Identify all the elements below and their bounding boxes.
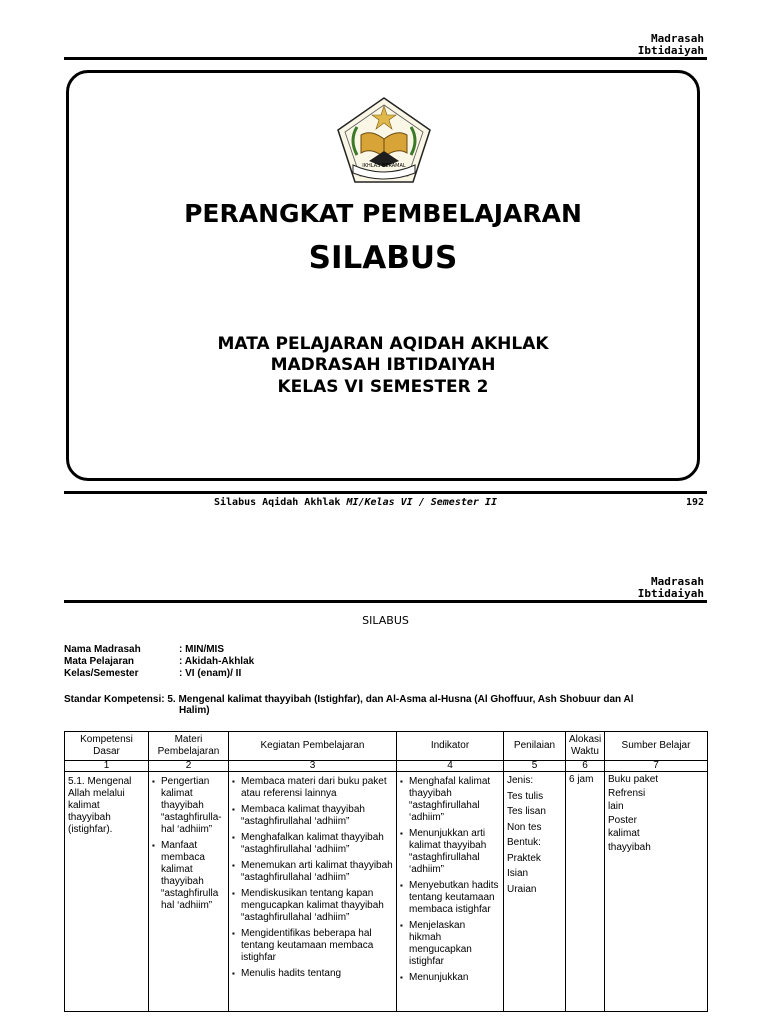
footer-italic: MI/Kelas VI / Semester II bbox=[346, 497, 497, 508]
cell-penilaian bbox=[504, 772, 566, 1012]
ministry-logo bbox=[335, 95, 433, 185]
col-header-penilaian: Penilaian bbox=[504, 732, 566, 761]
alokasi-text: 6 jam bbox=[569, 774, 594, 785]
info-value: : Akidah-Akhlak bbox=[179, 656, 255, 667]
header-line-2: Ibtidaiyah bbox=[637, 44, 704, 57]
silabus-table bbox=[64, 731, 708, 1012]
sumber-item: Buku paket bbox=[608, 774, 659, 785]
header-line-1: Madrasah bbox=[651, 32, 704, 45]
col-header-alokasi: Alokasi Waktu bbox=[566, 732, 605, 761]
page2-header-right bbox=[638, 576, 704, 600]
info-label: Nama Madrasah bbox=[64, 644, 141, 655]
cover-big-title: SILABUS bbox=[308, 240, 458, 276]
list-item: ▪ Menunjukkan arti kalimat thayyibah “astaghfirullahal ‘adhiim” bbox=[409, 828, 500, 876]
col-header-kd: Kompetensi Dasar bbox=[65, 732, 149, 761]
list-item: ▪ Menghafalkan kalimat thayyibah “astaghfirullahal ‘adhiim” bbox=[241, 832, 393, 856]
sumber-item: thayyibah bbox=[608, 841, 651, 853]
standar-line-2: Halim) bbox=[179, 705, 210, 716]
cell-indikator bbox=[397, 772, 504, 1012]
list-item: ▪ Manfaat membaca kalimat thayyibah “astaghfirulla hal ‘adhiim” bbox=[161, 840, 225, 912]
info-value: : MIN/MIS bbox=[179, 644, 224, 655]
page1-header-right bbox=[638, 33, 704, 57]
cover-subtitle-2: MADRASAH IBTIDAIYAH bbox=[270, 355, 496, 375]
col-header-indikator: Indikator bbox=[397, 732, 504, 761]
col-header-sumber: Sumber Belajar bbox=[605, 732, 708, 761]
sumber-item: Refrensi bbox=[608, 787, 646, 799]
col-number: 6 bbox=[566, 761, 605, 772]
col-number: 3 bbox=[229, 761, 397, 772]
list-item: ▪ Membaca kalimat thayyibah “astaghfirullahal ‘adhiim” bbox=[241, 804, 393, 828]
col-number: 5 bbox=[504, 761, 566, 772]
list-item: ▪ Menjelaskan hikmah mengucapkan istighfar bbox=[409, 920, 500, 968]
penilaian-item: Uraian bbox=[507, 883, 537, 895]
list-item: ▪ Menyebutkan hadits tentang keutamaan membaca istighfar bbox=[409, 880, 500, 916]
page2-top-rule bbox=[64, 600, 707, 603]
list-item: ▪ Menulis hadits tentang bbox=[241, 968, 393, 980]
header-line-2: Ibtidaiyah bbox=[637, 587, 704, 600]
cell-kegiatan bbox=[229, 772, 397, 1012]
info-value: : VI (enam)/ II bbox=[179, 668, 242, 679]
list-item: ▪ Membaca materi dari buku paket atau referensi lainnya bbox=[241, 776, 393, 800]
list-item: ▪ Mengidentifikas beberapa hal tentang keutamaan membaca istighfar bbox=[241, 928, 393, 964]
cover-subtitle-1: MATA PELAJARAN AQIDAH AKHLAK bbox=[217, 334, 549, 354]
col-number: 7 bbox=[605, 761, 708, 772]
col-number: 2 bbox=[149, 761, 229, 772]
penilaian-item: Tes tulis bbox=[507, 790, 544, 802]
page1-footer bbox=[214, 497, 497, 508]
sumber-item: Poster bbox=[608, 814, 637, 826]
penilaian-item: Praktek bbox=[507, 852, 541, 864]
page1-bottom-rule bbox=[64, 491, 707, 494]
footer-text: Silabus Aqidah Akhlak bbox=[214, 497, 347, 508]
page1-top-rule bbox=[64, 57, 707, 60]
list-item: ▪ Mendiskusikan tentang kapan mengucapkan kalimat thayyibah “astaghfirullahal ‘adhiim” bbox=[241, 888, 393, 924]
cell-alokasi bbox=[566, 772, 605, 1012]
col-number: 1 bbox=[65, 761, 149, 772]
list-item: ▪ Pengertian kalimat thayyibah “astaghfirulla-hal ‘adhiim” bbox=[161, 776, 225, 836]
header-line-1: Madrasah bbox=[651, 575, 704, 588]
penilaian-item: Bentuk: bbox=[507, 837, 541, 848]
list-item: ▪ Menemukan arti kalimat thayyibah “astaghfirullahal ‘adhiim” bbox=[241, 860, 393, 884]
table-header-row bbox=[65, 732, 708, 761]
kd-text: 5.1. Mengenal Allah melalui kalimat thayyibah (istighfar). bbox=[68, 776, 132, 835]
cell-sumber bbox=[605, 772, 708, 1012]
penilaian-item: Non tes bbox=[507, 821, 542, 833]
penilaian-item: Isian bbox=[507, 868, 529, 879]
cover-title: PERANGKAT PEMBELAJARAN bbox=[184, 199, 582, 228]
cell-kd bbox=[65, 772, 149, 1012]
list-item: ▪ Menunjukkan bbox=[409, 972, 500, 984]
logo-ribbon-text: IKHLAS BERAMAL bbox=[362, 163, 406, 169]
penilaian-item: Tes lisan bbox=[507, 806, 546, 817]
standar-kompetensi bbox=[64, 694, 709, 716]
table-row bbox=[65, 772, 708, 1012]
col-header-materi: Materi Pembelajaran bbox=[149, 732, 229, 761]
penilaian-item: Jenis: bbox=[507, 775, 534, 786]
list-item: ▪ Menghafal kalimat thayyibah “astaghfirullahal ‘adhiim” bbox=[409, 776, 500, 824]
page-number: 192 bbox=[685, 497, 704, 508]
sumber-item: kalimat bbox=[608, 828, 640, 839]
info-label: Mata Pelajaran bbox=[64, 656, 135, 667]
table-number-row bbox=[65, 761, 708, 772]
info-label: Kelas/Semester bbox=[64, 668, 139, 679]
col-header-kegiatan: Kegiatan Pembelajaran bbox=[229, 732, 397, 761]
sumber-item: lain bbox=[608, 801, 624, 812]
standar-label: Standar Kompetensi: bbox=[64, 694, 165, 705]
cell-materi bbox=[149, 772, 229, 1012]
col-number: 4 bbox=[397, 761, 504, 772]
silabus-title: SILABUS bbox=[362, 614, 409, 627]
standar-line-1: 5. Mengenal kalimat thayyibah (Istighfar), dan Al-Asma al-Husna (Al Ghoffuur, Ash Shobuur dan Al bbox=[167, 694, 634, 705]
cover-subtitle-3: KELAS VI SEMESTER 2 bbox=[277, 377, 489, 397]
